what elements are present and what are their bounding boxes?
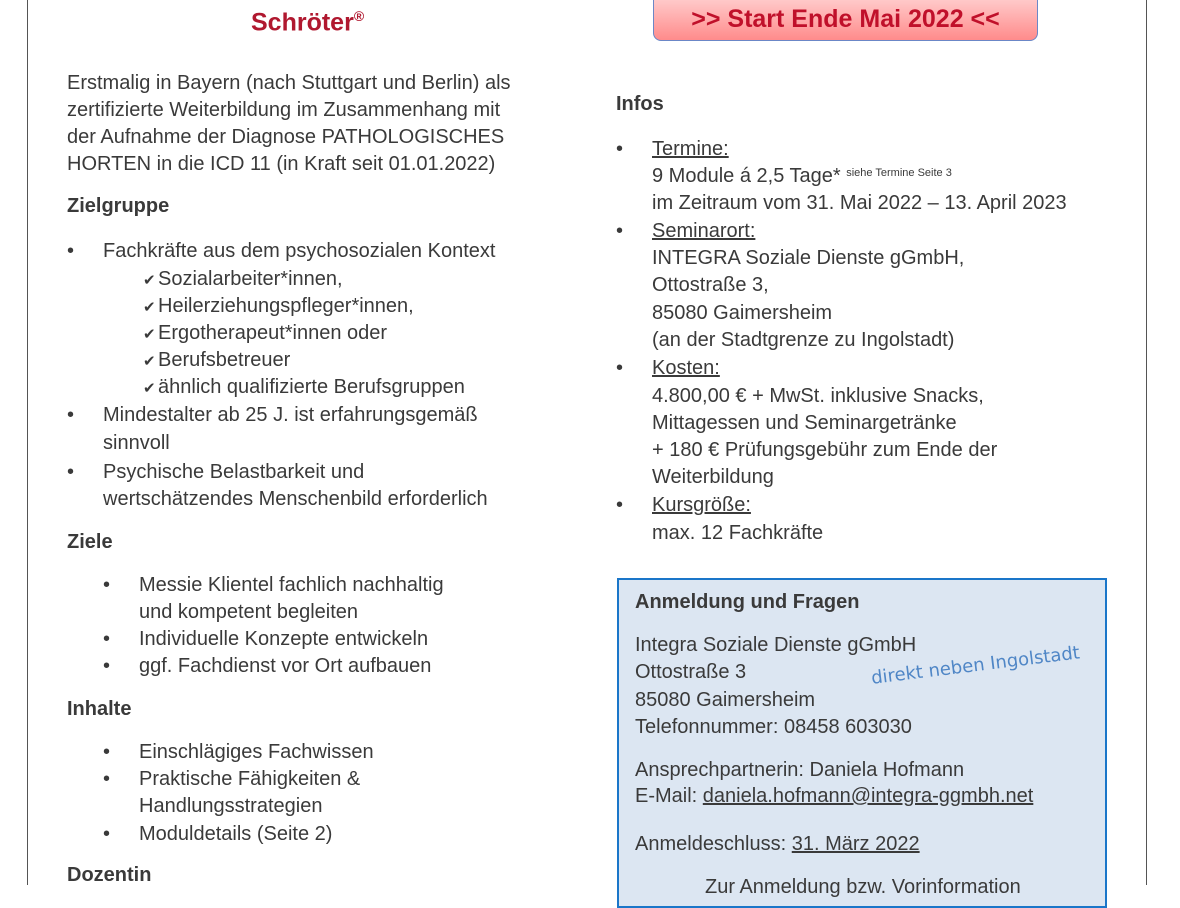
address-line: 85080 Gaimersheim — [635, 689, 816, 711]
kursgroesse-label: • Kursgröße: — [652, 492, 751, 519]
check-icon: ✔ — [143, 326, 156, 343]
list-item: • Moduldetails (Seite 2) — [139, 821, 332, 848]
kosten-line: Weiterbildung — [652, 466, 774, 488]
list-item: • ggf. Fachdienst vor Ort aufbauen — [139, 653, 431, 680]
deadline-row: Anmeldeschluss: 31. März 2022 — [635, 833, 920, 855]
termine-period: im Zeitraum vom 31. Mai 2022 – 13. April 2023 — [652, 192, 1067, 214]
check-icon: ✔ — [143, 272, 156, 289]
kosten-label: • Kosten: — [652, 355, 720, 382]
seminarort-label: • Seminarort: — [652, 218, 755, 245]
check-icon: ✔ — [143, 299, 156, 316]
list-item: • Einschlägiges Fachwissen — [139, 739, 374, 766]
kursgroesse-value: max. 12 Fachkräfte — [652, 522, 824, 544]
list-item-continued: Handlungsstrategien — [139, 795, 323, 817]
start-banner: >> Start Ende Mai 2022 << — [653, 0, 1038, 41]
anmeldung-cut-line: Zur Anmeldung bzw. Vorinformation — [705, 876, 1021, 898]
list-item: • Psychische Belastbarkeit und — [103, 459, 364, 486]
handwritten-note: direkt neben Ingolstadt — [870, 642, 1081, 689]
inhalte-heading: Inhalte — [67, 698, 132, 720]
check-icon: ✔ — [143, 353, 156, 370]
anmeldung-heading: Anmeldung und Fragen — [635, 591, 860, 613]
address-line: Ottostraße 3 — [635, 661, 747, 683]
list-item: • Fachkräfte aus dem psychosozialen Kontext — [103, 238, 495, 265]
seminarort-line: INTEGRA Soziale Dienste gGmbH, — [652, 247, 965, 269]
list-item-continued: sinnvoll — [103, 432, 170, 454]
kosten-line: + 180 € Prüfungsgebühr zum Ende der — [652, 439, 998, 461]
check-item: ✔ Sozialarbeiter*innen, — [143, 266, 343, 294]
intro-line: Erstmalig in Bayern (nach Stuttgart und Berlin) als — [67, 72, 511, 94]
list-item: • Mindestalter ab 25 J. ist erfahrungsgemäß — [103, 402, 478, 429]
contact-person: Ansprechpartnerin: Daniela Hofmann — [635, 759, 965, 781]
termine-label: • Termine: — [652, 136, 729, 163]
zielgruppe-heading: Zielgruppe — [67, 195, 170, 217]
address-line: Integra Soziale Dienste gGmbH — [635, 634, 917, 656]
intro-line: HORTEN in die ICD 11 (in Kraft seit 01.01.2022) — [67, 153, 496, 175]
check-icon: ✔ — [143, 380, 156, 397]
email-row: E-Mail: daniela.hofmann@integra-ggmbh.net — [635, 785, 1034, 807]
email-link[interactable]: daniela.hofmann@integra-ggmbh.net — [702, 785, 1034, 807]
list-item: • Individuelle Konzepte entwickeln — [139, 626, 428, 653]
list-item-continued: und kompetent begleiten — [139, 601, 359, 623]
check-item: ✔ Berufsbetreuer — [143, 347, 290, 375]
document-title: Schröter® — [251, 8, 365, 37]
kosten-line: Mittagessen und Seminargetränke — [652, 412, 957, 434]
seminarort-line: (an der Stadtgrenze zu Ingolstadt) — [652, 329, 955, 351]
termine-value: 9 Module á 2,5 Tage* $^{siehe Termine Seite 3}$ — [652, 165, 952, 187]
seminarort-line: 85080 Gaimersheim — [652, 302, 833, 324]
infos-heading: Infos — [616, 93, 664, 115]
kosten-line: 4.800,00 € + MwSt. inklusive Snacks, — [652, 385, 984, 407]
ziele-heading: Ziele — [67, 531, 113, 553]
intro-line: der Aufnahme der Diagnose PATHOLOGISCHES — [67, 126, 505, 148]
intro-line: zertifizierte Weiterbildung im Zusammenhang mit — [67, 99, 501, 121]
list-item-continued: wertschätzendes Menschenbild erforderlich — [103, 488, 488, 510]
list-item: • Messie Klientel fachlich nachhaltig — [139, 572, 444, 599]
check-item: ✔ Ergotherapeut*innen oder — [143, 320, 387, 348]
deadline-date: 31. März 2022 — [791, 833, 920, 855]
list-item: • Praktische Fähigkeiten & — [139, 766, 360, 793]
anmeldung-box — [617, 578, 1107, 908]
seminarort-line: Ottostraße 3, — [652, 274, 769, 296]
check-item: ✔ ähnlich qualifizierte Berufsgruppen — [143, 374, 465, 402]
phone-number: Telefonnummer: 08458 603030 — [635, 716, 912, 738]
check-item: ✔ Heilerziehungspfleger*innen, — [143, 293, 414, 321]
dozentin-heading: Dozentin — [67, 864, 152, 886]
